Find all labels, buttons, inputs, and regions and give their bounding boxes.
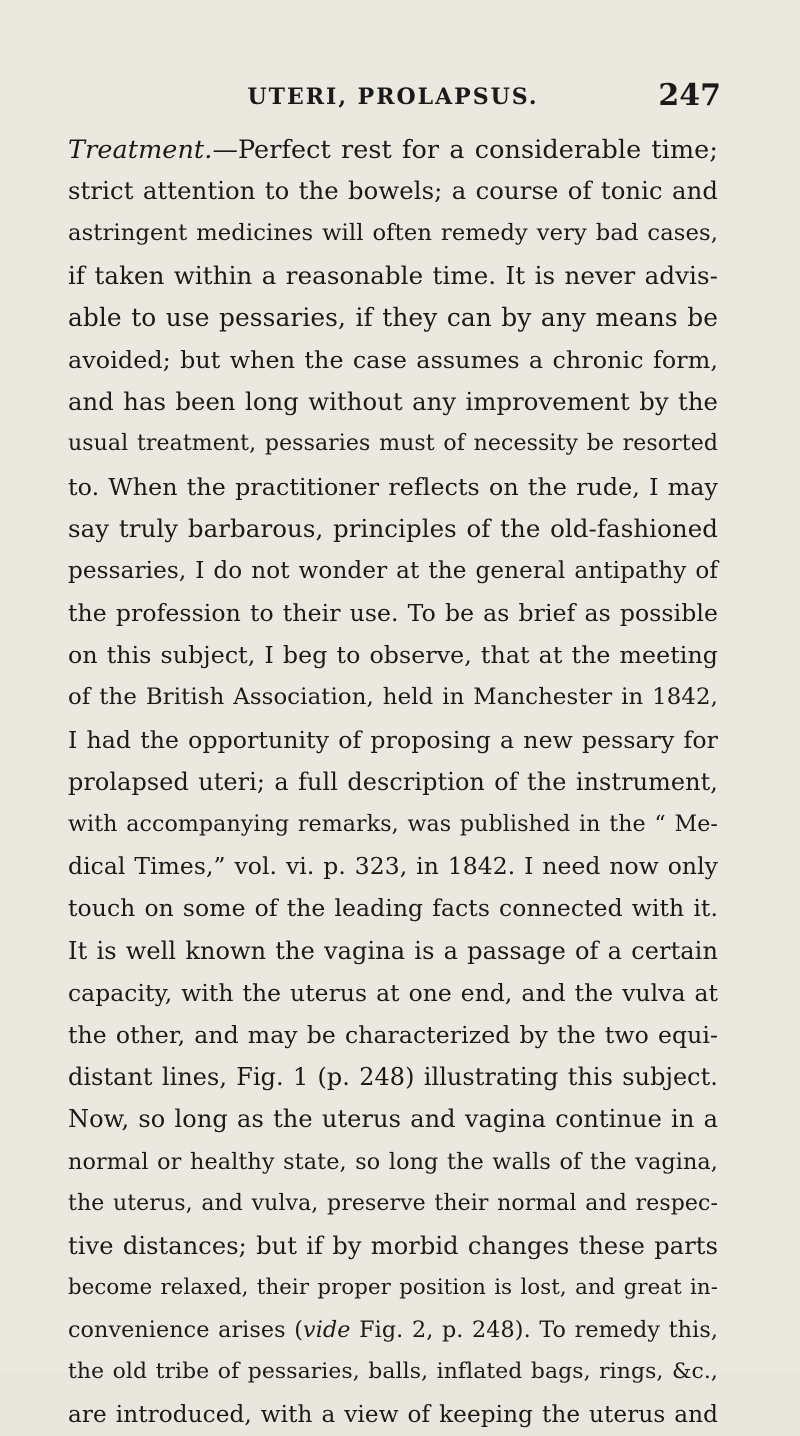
- running-title: UTERI, PROLAPSUS.: [247, 84, 539, 110]
- text-line: and has been long without any improvement by the: [68, 387, 718, 417]
- text-line: usual treatment, pessaries must of necessity be resorted: [68, 431, 718, 457]
- text-line: avoided; but when the case assumes a chronic form,: [68, 345, 718, 374]
- text-line: the old tribe of pessaries, balls, inflated bags, rings, &c.,: [68, 1359, 718, 1385]
- text-line: distant lines, Fig. 1 (p. 248) illustrating this subject.: [68, 1063, 718, 1092]
- text-line: Treatment.—Perfect rest for a considerable time;: [68, 134, 718, 164]
- text-line: become relaxed, their proper position is lost, and great in-: [68, 1275, 718, 1301]
- text-line: if taken within a reasonable time. It is never advis-: [68, 260, 718, 290]
- text-line: pessaries, I do not wonder at the general antipathy of: [68, 557, 718, 584]
- text-line: I had the opportunity of proposing a new pessary for: [68, 725, 718, 754]
- text-line: astringent medicines will often remedy very bad cases,: [68, 220, 718, 247]
- text-line: touch on some of the leading facts connected with it.: [68, 894, 718, 923]
- text-line: normal or healthy state, so long the walls of the vagina,: [68, 1148, 718, 1175]
- text-line: the uterus, and vulva, preserve their normal and respec-: [68, 1190, 718, 1216]
- text-line: Now, so long as the uterus and vagina continue in a: [68, 1105, 718, 1134]
- section-lead-in: Treatment.: [68, 134, 213, 164]
- text-line: to. When the practitioner reflects on the rude, I may: [68, 472, 718, 501]
- text-line: dical Times,” vol. vi. p. 323, in 1842. I need now only: [68, 852, 718, 881]
- text-line: strict attention to the bowels; a course of tonic and: [68, 176, 718, 206]
- text-line: on this subject, I beg to observe, that at the meeting: [68, 641, 718, 670]
- text-line: of the British Association, held in Manchester in 1842,: [68, 684, 718, 711]
- text-line: convenience arises (vide Fig. 2, p. 248). To remedy this,: [68, 1317, 718, 1344]
- text-line: are introduced, with a view of keeping the uterus and: [68, 1401, 718, 1428]
- text-line: the other, and may be characterized by the two equi-: [68, 1020, 718, 1049]
- text-line: the profession to their use. To be as brief as possible: [68, 599, 718, 628]
- page-number: 247: [658, 78, 721, 113]
- body-text: [68, 128, 718, 1436]
- text-line: capacity, with the uterus at one end, and the vulva at: [68, 978, 718, 1007]
- vide-word: vide: [303, 1317, 351, 1344]
- text-line: tive distances; but if by morbid changes these parts: [68, 1231, 718, 1260]
- text-line: say truly barbarous, principles of the old-fashioned: [68, 513, 718, 543]
- running-header: [68, 78, 721, 118]
- text-line: prolapsed uteri; a full description of the instrument,: [68, 767, 718, 796]
- text-line: It is well known the vagina is a passage of a certain: [68, 936, 718, 965]
- text-line: with accompanying remarks, was published in the “ Me-: [68, 811, 718, 837]
- text-line: able to use pessaries, if they can by any means be: [68, 302, 718, 332]
